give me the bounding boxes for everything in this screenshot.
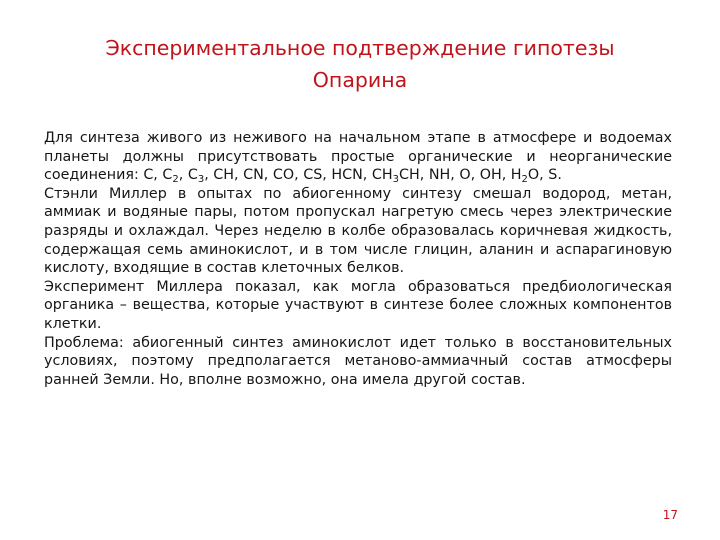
paragraph-compounds-text: O, S.: [527, 167, 562, 184]
subscript: 2: [521, 174, 528, 186]
paragraph-compounds-text: , СН, CN, CO, CS, HCN, CH: [204, 167, 393, 184]
slide-title: [40, 32, 680, 96]
paragraph-compounds-text: , С: [178, 167, 198, 184]
slide-title-line-2: Опарина: [312, 68, 408, 92]
paragraph-problem: Проблема: абиогенный синтез аминокислот идет только в восстановительных условиях, поэтому предполагается метаново-аммиачный состав атмосферы ранней Земли. Но, вполне возможно, она имела другой состав.: [44, 334, 672, 388]
slide-body: [44, 129, 672, 389]
paragraph-miller-result: Эксперимент Миллера показал, как могла образоваться предбиологическая органика – вещества, которые участвуют в синтезе более сложных компонентов клетки.: [44, 278, 672, 332]
slide-title-line-1: Экспериментальное подтверждение гипотезы: [105, 36, 615, 60]
paragraph-compounds-text: CH, NH, O, OH, H: [399, 167, 522, 184]
paragraph-compounds: [44, 129, 672, 185]
subscript: 2: [172, 174, 179, 186]
paragraph-miller-experiment: Стэнли Миллер в опытах по абиогенному синтезу смешал водород, метан, аммиак и водяные пары, потом пропускал нагретую смесь через электрические разряды и охлаждал. Через неделю в колбе образовалась коричневая жидкость, содержащая семь аминокислот, и в том числе глицин, аланин и аспарагиновую кислоту, входящие в состав клеточных белков.: [44, 185, 672, 277]
paragraph-compounds-text: Для синтеза живого из неживого на начальном этапе в атмосфере и водоемах планеты должны присутствовать простые органические и неорганические соединения: С, С: [44, 130, 672, 184]
page-number: 17: [662, 508, 678, 522]
subscript: 3: [197, 174, 205, 186]
subscript: 3: [392, 174, 399, 186]
